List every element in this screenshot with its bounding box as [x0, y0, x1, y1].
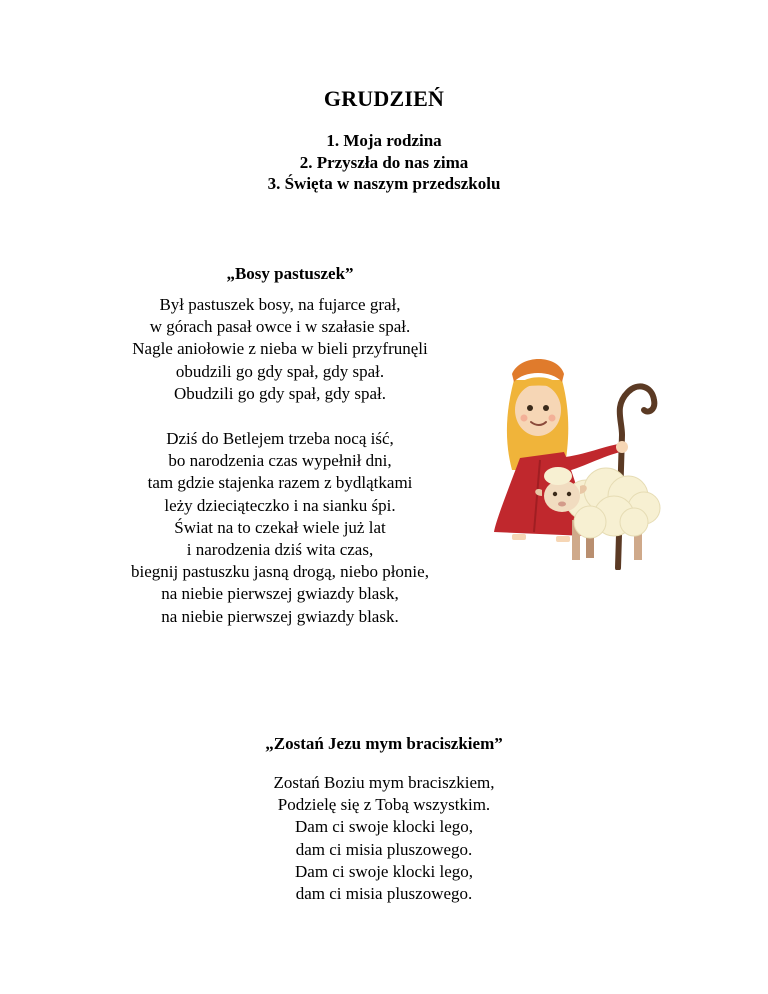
- topic-item: 1. Moja rodzina: [326, 131, 442, 150]
- song-verse: [150, 772, 618, 905]
- page-title: GRUDZIEŃ: [323, 86, 445, 111]
- verse-line: tam gdzie stajenka razem z bydlątkami: [147, 473, 413, 493]
- topic-item: 3. Święta w naszym przedszkolu: [267, 174, 501, 193]
- topic-item: 2. Przyszła do nas zima: [299, 152, 469, 172]
- verse-line: na niebie pierwszej gwiazdy blask.: [161, 606, 399, 626]
- verse-line: obudzili go gdy spał, gdy spał.: [175, 361, 385, 381]
- verse-line: Był pastuszek bosy, na fujarce grał,: [159, 295, 401, 314]
- song-verse: [80, 428, 480, 628]
- verse-line: leży dzieciąteczko i na sianku śpi.: [164, 495, 396, 515]
- song-verse: [80, 294, 480, 405]
- verse-line: bo narodzenia czas wypełnił dni,: [168, 451, 392, 471]
- verse-line: biegnij pastuszku jasną drogą, niebo płonie,: [131, 562, 429, 582]
- topics-list: [0, 130, 768, 195]
- verse-line: w górach pasał owce i w szałasie spał.: [149, 317, 411, 337]
- verse-line: dam ci misia pluszowego.: [295, 884, 473, 904]
- verse-line: Nagle aniołowie z nieba w bieli przyfrunęli: [132, 339, 428, 359]
- verse-line: Dziś do Betlejem trzeba nocą iść,: [166, 429, 394, 448]
- song-title: „Bosy pastuszek”: [226, 264, 354, 283]
- verse-line: Obudzili go gdy spał, gdy spał.: [173, 383, 386, 403]
- verse-line: Dam ci swoje klocki lego,: [295, 817, 473, 837]
- verse-line: Dam ci swoje klocki lego,: [295, 861, 473, 881]
- verse-line: Zostań Boziu mym braciszkiem,: [273, 773, 495, 792]
- verse-line: Podzielę się z Tobą wszystkim.: [277, 795, 491, 815]
- song-title: „Zostań Jezu mym braciszkiem”: [265, 734, 503, 753]
- verse-line: Świat na to czekał wiele już lat: [174, 517, 386, 537]
- verse-line: na niebie pierwszej gwiazdy blask,: [161, 584, 399, 604]
- shepherd-with-lamb-illustration: [486, 340, 676, 570]
- verse-line: dam ci misia pluszowego.: [295, 839, 473, 859]
- verse-line: i narodzenia dziś wita czas,: [186, 540, 374, 560]
